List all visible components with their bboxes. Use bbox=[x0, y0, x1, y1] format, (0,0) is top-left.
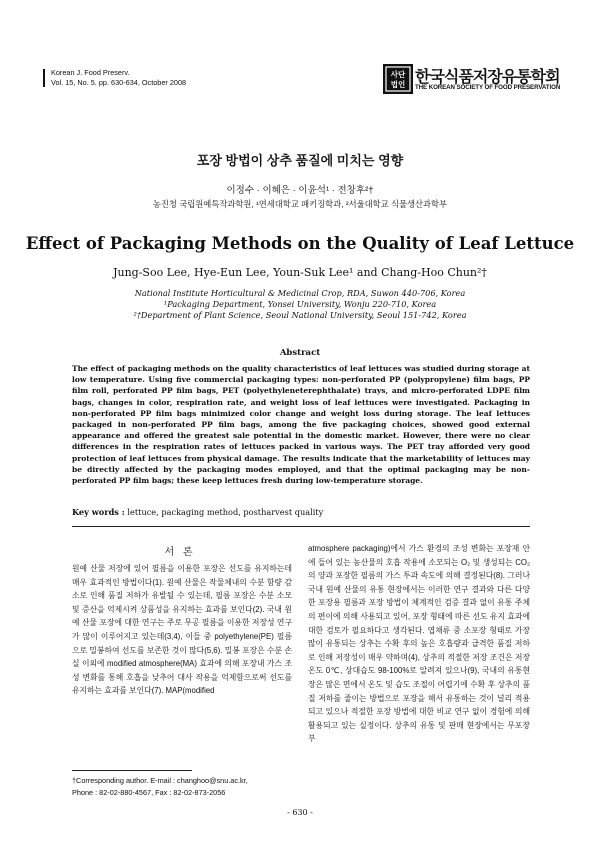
body-right-column: atmosphere packaging)에서 가스 환경의 조성 변화는 포장재 안에 들어 있는 농산물의 호흡 작용에 소모되는 O₂ 및 생성되는 CO₂의 양과 포장한 필름의 가스 투과 속도에 의해 결정된다(8). 그러나 국내 원예 산물의 유통 현장에서는 이러한 연구 결과와 다른 다양한 포장용 필름과 포장 방법이 체계적인 검증 결과 없이 유통 주체의 편이에 의해 사용되고 있어, 포장 형태에 따른 선도 유지 효과에 대한 검토가 필요하다고 생각된다. 엽채류 중 소포장 형태로 가장 많이 유통되는 상추는 수확 후의 높은 호흡량과 급격한 품질 저하로 인해 저장성이 매우 약하며(4), 상추의 적절한 저장 조건은 저장 온도 0℃, 상대습도 98-100%로 알려져 있으나(9), 국내의 유통현장은 많은 면에서 온도 및 습도 조절이 어렵기에 수확 후 상추의 품질 저하를 줄이는 방법으로 포장을 해서 유통하는 것이 널리 적용되고 있으나 적절한 포장 방법에 대한 비교 연구 없이 경험에 의해 활용되고 있는 실정이다. 상추의 유통 및 판매 현장에서는 무포장부 bbox=[308, 544, 530, 744]
society-logo bbox=[383, 64, 561, 96]
emblem-text-bottom: 법인 bbox=[390, 80, 406, 89]
abstract-heading: Abstract bbox=[279, 348, 321, 358]
korean-title: 포장 방법이 상추 품질에 미치는 영향 bbox=[196, 153, 404, 168]
volume-info: Vol. 15, No. 5. pp. 630-634, October 2008 bbox=[51, 77, 187, 87]
header-bar bbox=[43, 69, 45, 87]
journal-name: Korean J. Food Preserv. bbox=[51, 68, 130, 77]
society-name-korean: 한국식품저장유통학회 bbox=[415, 69, 560, 86]
keywords-text: lettuce, packaging method, postharvest quality bbox=[127, 507, 324, 517]
abstract-text: The effect of packaging methods on the quality characteristics of leaf lettuces was studied during storage at low temperature. Using five commercial packaging types: non-perforated PP (polypropylene) film bags, PP film roll, perforated PP film bags, PET (polyethyleneterephthalate) trays, and micro-perforated LDPE film bags, changes in color, respiration rate, and weight loss of leaf lettuces were investigated. Packaging in non-perforated PP film bags minimized color change and weight loss during storage. The leaf lettuces packaged in non-perforated PP film bags, among the five packaging choices, showed good external appearance and offered the greatest sale potential in the domestic market. However, there were no clear differences in the respiration rates of lettuces packed in various ways. The PET tray afforded very good protection of leaf lettuces from physical damage. The results indicate that the marketability of lettuces may be directly affected by the packaging modes employed, and that the optimal packaging may be non-perforated PP film bags; these keep lettuces fresh during low-temperature storage. bbox=[72, 364, 530, 486]
keywords bbox=[72, 507, 323, 517]
english-authors: Jung-Soo Lee, Hye-Eun Lee, Youn-Suk Lee¹ and Chang-Hoo Chun²† bbox=[113, 266, 487, 279]
page-number: - 630 - bbox=[287, 808, 313, 817]
journal-header bbox=[51, 68, 186, 87]
section-heading: 서 론 bbox=[164, 547, 196, 558]
affiliation-line: ²†Department of Plant Science, Seoul National University, Seoul 151-742, Korea bbox=[133, 310, 467, 320]
korean-authors: 이정수 · 이혜은 · 이윤석¹ · 전창후²† bbox=[226, 185, 374, 196]
society-name-english: THE KOREAN SOCIETY OF FOOD PRESERVATION bbox=[415, 84, 561, 91]
keywords-divider bbox=[72, 526, 530, 527]
corresponding-author-footnote bbox=[72, 775, 248, 799]
english-affiliations bbox=[0, 288, 600, 321]
emblem-text-top: 사단 bbox=[390, 70, 406, 79]
affiliation-line: National Institute Horticultural & Medicinal Crop, RDA, Suwon 440-706, Korea bbox=[134, 288, 466, 298]
body-left-column: 원예 산물 저장에 있어 필름을 이용한 포장은 선도를 유지하는데 매우 효과적인 방법이다(1). 원예 산물은 작물체내의 수분 함량 감소로 인해 품질 저하가 유발될 수 있는데, 필름 포장은 수분 소모 및 증산을 억제시켜 상품성을 유지하는 효과를 보인다(2). 국내 원예 산물 포장에 대한 연구는 주로 무공 필름을 이용한 저장성 연구가 많이 이루어지고 있는데(3,4), 이들 중 polyethylene(PE) 필름으로 밀봉하여 선도를 보존한 것이 많다(5,6). 밀봉 포장은 수분 손실 이외에 modified atmosphere(MA) 효과에 의해 포장내 가스 조성 변화를 통해 호흡을 낮추어 대사 작용을 억제함으로써 선도를 유지하는 효과를 보인다(7). MAP(modified bbox=[72, 564, 292, 696]
keywords-label: Key words : bbox=[72, 507, 125, 517]
footnote-divider bbox=[72, 770, 192, 771]
footnote-email: †Corresponding author. E-mail : changhoo@snu.ac.kr, bbox=[72, 776, 248, 785]
korean-affiliations: 농진청 국립원예특작과학원, ¹연세대학교 패키징학과, ²서울대학교 식물생산과학부 bbox=[152, 199, 448, 209]
society-emblem-icon bbox=[383, 64, 413, 94]
english-title: Effect of Packaging Methods on the Quality of Leaf Lettuce bbox=[25, 234, 575, 253]
affiliation-line: ¹Packaging Department, Yonsei University, Wonju 220-710, Korea bbox=[163, 299, 437, 309]
footnote-phone: Phone : 82-02-880-4567, Fax : 82-02-873-2056 bbox=[72, 788, 226, 797]
